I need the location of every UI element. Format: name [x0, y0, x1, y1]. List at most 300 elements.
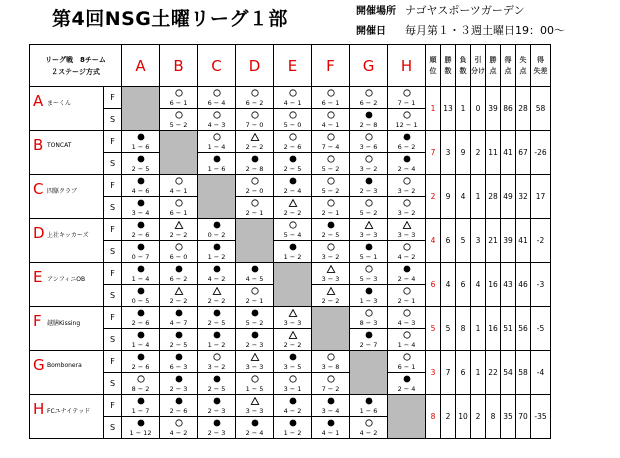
match-result — [122, 241, 160, 263]
match-result — [388, 373, 426, 395]
score-for: 1 — [207, 142, 212, 151]
score-dash: − — [287, 384, 298, 393]
match-symbol — [274, 111, 311, 121]
match-symbol — [198, 155, 235, 165]
team-stat: -2 — [531, 219, 551, 263]
score-dash: − — [363, 164, 374, 173]
score-against: 8 — [259, 164, 264, 173]
match-symbol — [160, 419, 197, 429]
match-result — [388, 87, 426, 109]
win-circle-icon — [288, 111, 298, 119]
match-score — [160, 275, 197, 283]
score-for: 1 — [131, 142, 136, 151]
loss-dot-icon — [174, 265, 184, 273]
match-symbol — [350, 155, 387, 165]
self-match-cell — [236, 219, 274, 263]
match-score — [312, 275, 349, 283]
score-dash: − — [401, 384, 412, 393]
loss-dot-icon — [136, 397, 146, 405]
match-result — [122, 307, 160, 329]
score-against: 2 — [183, 428, 188, 437]
score-dash: − — [249, 142, 260, 151]
match-score — [236, 99, 273, 107]
stage-label: F — [104, 351, 122, 373]
loss-dot-icon — [402, 375, 412, 383]
match-score — [350, 275, 387, 283]
score-against: 5 — [183, 340, 188, 349]
match-score — [236, 209, 273, 217]
match-symbol — [350, 331, 387, 341]
score-dash: − — [401, 186, 412, 195]
score-against: 3 — [183, 362, 188, 371]
match-score — [160, 99, 197, 107]
score-dash: − — [249, 428, 260, 437]
match-symbol — [274, 243, 311, 253]
score-for: 4 — [397, 252, 402, 261]
match-result — [312, 263, 350, 285]
score-for: 4 — [131, 186, 136, 195]
match-score — [198, 385, 235, 393]
draw-triangle-icon — [326, 265, 336, 273]
match-score — [122, 253, 159, 261]
team-stat: 54 — [501, 351, 516, 395]
score-against: 2 — [259, 142, 264, 151]
score-against: 0 — [297, 120, 302, 129]
self-match-cell — [274, 263, 312, 307]
team-stat: 4 — [441, 263, 456, 307]
score-dash: − — [249, 406, 260, 415]
win-circle-icon — [250, 111, 260, 119]
table-row — [30, 219, 551, 241]
match-result — [160, 197, 198, 219]
stat-header-line: 位 — [429, 66, 437, 75]
stage-label: S — [104, 153, 122, 175]
score-dash: − — [287, 120, 298, 129]
score-dash: − — [135, 208, 146, 217]
match-symbol — [236, 287, 273, 297]
match-score — [160, 319, 197, 327]
team-stat: 17 — [531, 175, 551, 219]
score-for: 3 — [359, 164, 364, 173]
match-symbol — [236, 265, 273, 275]
team-rank: 8 — [426, 395, 441, 439]
team-name: 越膳Kissing — [47, 320, 81, 327]
match-symbol — [198, 419, 235, 429]
match-result — [236, 175, 274, 197]
team-name: 四駆クラブ — [47, 188, 78, 195]
team-stat: 28 — [486, 175, 501, 219]
score-for: 0 — [131, 252, 136, 261]
score-dash: − — [173, 252, 184, 261]
score-dash: − — [325, 406, 336, 415]
team-stat: 2 — [471, 131, 486, 175]
team-stat: 8 — [486, 395, 501, 439]
score-dash: − — [211, 252, 222, 261]
match-symbol — [236, 133, 273, 143]
score-against: 2 — [373, 208, 378, 217]
match-result — [122, 219, 160, 241]
score-for: 2 — [169, 340, 174, 349]
score-for: 5 — [359, 208, 364, 217]
win-circle-icon — [402, 287, 412, 295]
score-dash: − — [287, 98, 298, 107]
match-result — [122, 417, 160, 439]
match-score — [350, 253, 387, 261]
match-score — [350, 165, 387, 173]
score-dash: − — [211, 340, 222, 349]
score-against: 5 — [259, 274, 264, 283]
match-symbol — [312, 419, 349, 429]
win-circle-icon — [212, 353, 222, 361]
score-for: 4 — [207, 120, 212, 129]
score-dash: − — [249, 296, 260, 305]
team-stat: 67 — [516, 131, 531, 175]
score-dash: − — [249, 318, 260, 327]
score-dash: − — [287, 142, 298, 151]
match-symbol — [236, 353, 273, 363]
score-for: 3 — [207, 362, 212, 371]
match-result — [236, 87, 274, 109]
score-dash: − — [403, 120, 414, 129]
team-cell-e — [30, 263, 104, 307]
match-score — [388, 253, 425, 261]
match-symbol — [160, 353, 197, 363]
match-score — [388, 209, 425, 217]
match-result — [312, 175, 350, 197]
score-dash: − — [135, 186, 146, 195]
score-for: 3 — [321, 274, 326, 283]
score-dash: − — [173, 230, 184, 239]
match-symbol — [350, 243, 387, 253]
win-circle-icon — [136, 375, 146, 383]
score-for: 2 — [245, 296, 250, 305]
team-stat: 7 — [441, 351, 456, 395]
score-for: 1 — [283, 252, 288, 261]
win-circle-icon — [174, 199, 184, 207]
match-result — [312, 109, 350, 131]
score-for: 2 — [169, 230, 174, 239]
win-circle-icon — [326, 177, 336, 185]
match-symbol — [312, 155, 349, 165]
loss-dot-icon — [136, 309, 146, 317]
score-for: 7 — [397, 98, 402, 107]
match-score — [198, 165, 235, 173]
match-result — [312, 131, 350, 153]
table-row — [30, 131, 551, 153]
score-against: 3 — [373, 274, 378, 283]
draw-triangle-icon — [250, 353, 260, 361]
win-circle-icon — [402, 111, 412, 119]
match-score — [312, 429, 349, 437]
team-stat: 6 — [441, 219, 456, 263]
score-dash: − — [325, 142, 336, 151]
score-against: 7 — [145, 252, 150, 261]
match-result — [122, 153, 160, 175]
win-circle-icon — [364, 89, 374, 97]
score-against: 1 — [297, 98, 302, 107]
score-against: 1 — [335, 98, 340, 107]
loss-dot-icon — [136, 287, 146, 295]
score-for: 5 — [283, 120, 288, 129]
win-circle-icon — [250, 199, 260, 207]
match-result — [198, 285, 236, 307]
match-score — [160, 231, 197, 239]
match-symbol — [274, 353, 311, 363]
match-score — [160, 209, 197, 217]
score-against: 2 — [411, 208, 416, 217]
score-dash: − — [287, 406, 298, 415]
score-dash: − — [173, 362, 184, 371]
stage-label: F — [104, 175, 122, 197]
team-stat: 56 — [516, 307, 531, 351]
score-dash: − — [249, 274, 260, 283]
score-against: 5 — [221, 384, 226, 393]
stat-header — [426, 45, 441, 87]
win-circle-icon — [174, 243, 184, 251]
team-stat: -26 — [531, 131, 551, 175]
match-score — [198, 297, 235, 305]
match-score — [388, 385, 425, 393]
match-symbol — [350, 287, 387, 297]
score-for: 7 — [321, 384, 326, 393]
column-header-h: H — [388, 45, 426, 87]
score-dash: − — [325, 428, 336, 437]
score-against: 2 — [259, 318, 264, 327]
match-result — [274, 307, 312, 329]
match-symbol — [198, 243, 235, 253]
match-result — [236, 285, 274, 307]
team-stat: 41 — [516, 219, 531, 263]
score-against: 3 — [221, 120, 226, 129]
team-letter: F — [33, 312, 42, 330]
match-symbol — [274, 331, 311, 341]
score-for: 2 — [245, 186, 250, 195]
win-circle-icon — [174, 89, 184, 97]
score-for: 0 — [207, 230, 212, 239]
score-against: 3 — [411, 318, 416, 327]
score-dash: − — [135, 406, 146, 415]
match-result — [198, 329, 236, 351]
self-match-cell — [122, 87, 160, 131]
score-against: 3 — [373, 186, 378, 195]
match-score — [160, 121, 197, 129]
score-against: 2 — [297, 406, 302, 415]
match-symbol — [122, 265, 159, 275]
score-dash: − — [287, 186, 298, 195]
score-for: 4 — [397, 318, 402, 327]
stage-label: F — [104, 87, 122, 109]
match-score — [122, 187, 159, 195]
stage-label: F — [104, 219, 122, 241]
match-score — [122, 363, 159, 371]
match-symbol — [350, 265, 387, 275]
match-symbol — [388, 111, 425, 121]
match-result — [236, 197, 274, 219]
stat-header-line: 順 — [429, 55, 437, 64]
match-symbol — [236, 155, 273, 165]
stat-header-line: 得 — [504, 55, 512, 64]
score-against: 1 — [183, 208, 188, 217]
score-dash: − — [363, 428, 374, 437]
match-symbol — [160, 397, 197, 407]
score-for: 2 — [207, 296, 212, 305]
score-for: 7 — [245, 120, 250, 129]
match-score — [312, 297, 349, 305]
match-result — [350, 219, 388, 241]
score-dash: − — [135, 142, 146, 151]
match-score — [312, 143, 349, 151]
score-against: 5 — [259, 384, 264, 393]
loss-dot-icon — [136, 221, 146, 229]
page-title: 第4回NSG土曜リーグ１部 — [52, 8, 288, 30]
table-row — [30, 351, 551, 373]
score-dash: − — [363, 252, 374, 261]
score-for: 6 — [169, 274, 174, 283]
score-dash: − — [401, 340, 412, 349]
match-symbol — [312, 89, 349, 99]
team-name: 上社キッカーズ — [47, 232, 89, 239]
score-dash: − — [211, 98, 222, 107]
match-result — [160, 285, 198, 307]
team-stat: 39 — [501, 219, 516, 263]
match-symbol — [274, 199, 311, 209]
table-row — [30, 263, 551, 285]
match-result — [388, 285, 426, 307]
score-against: 5 — [145, 296, 150, 305]
score-dash: − — [401, 164, 412, 173]
match-result — [236, 131, 274, 153]
match-symbol — [122, 287, 159, 297]
score-for: 4 — [283, 406, 288, 415]
loss-dot-icon — [174, 331, 184, 339]
score-against: 6 — [221, 164, 226, 173]
loss-dot-icon — [136, 155, 146, 163]
match-symbol — [388, 331, 425, 341]
score-for: 6 — [397, 142, 402, 151]
score-for: 2 — [245, 340, 250, 349]
score-for: 3 — [397, 230, 402, 239]
score-against: 3 — [221, 428, 226, 437]
match-score — [350, 297, 387, 305]
loss-dot-icon — [364, 397, 374, 405]
stat-header — [516, 45, 531, 87]
self-match-cell — [350, 351, 388, 395]
score-against: 2 — [335, 252, 340, 261]
stat-header — [441, 45, 456, 87]
match-score — [350, 187, 387, 195]
score-dash: − — [363, 296, 374, 305]
stat-header-line: 勝 — [489, 55, 497, 64]
stat-header — [531, 45, 551, 87]
team-stat: 41 — [501, 131, 516, 175]
score-against: 2 — [373, 98, 378, 107]
loss-dot-icon — [136, 199, 146, 207]
match-symbol — [122, 353, 159, 363]
match-result — [312, 417, 350, 439]
score-for: 1 — [131, 406, 136, 415]
match-score — [122, 209, 159, 217]
loss-dot-icon — [212, 221, 222, 229]
team-stat: 32 — [516, 175, 531, 219]
match-symbol — [236, 331, 273, 341]
loss-dot-icon — [364, 177, 374, 185]
score-for: 1 — [359, 296, 364, 305]
win-circle-icon — [250, 287, 260, 295]
score-against: 2 — [297, 340, 302, 349]
score-against: 1 — [413, 120, 418, 129]
match-symbol — [350, 397, 387, 407]
score-against: 1 — [335, 428, 340, 437]
score-for: 6 — [169, 362, 174, 371]
match-score — [122, 385, 159, 393]
score-for: 1 — [207, 252, 212, 261]
match-score — [388, 143, 425, 151]
win-circle-icon — [364, 155, 374, 163]
match-score — [312, 209, 349, 217]
match-result — [160, 263, 198, 285]
score-dash: − — [363, 230, 374, 239]
match-result — [236, 417, 274, 439]
match-result — [198, 109, 236, 131]
score-for: 5 — [283, 230, 288, 239]
score-for: 4 — [321, 428, 326, 437]
score-for: 4 — [169, 428, 174, 437]
match-score — [274, 319, 311, 327]
score-for: 2 — [321, 296, 326, 305]
match-result — [236, 373, 274, 395]
score-for: 1 — [129, 428, 134, 437]
win-circle-icon — [250, 375, 260, 383]
score-for: 3 — [359, 142, 364, 151]
team-cell-f — [30, 307, 104, 351]
win-circle-icon — [212, 111, 222, 119]
self-match-cell — [312, 307, 350, 351]
match-result — [160, 87, 198, 109]
score-against: 4 — [411, 274, 416, 283]
league-table — [29, 44, 551, 439]
loss-dot-icon — [212, 331, 222, 339]
score-dash: − — [211, 406, 222, 415]
loss-dot-icon — [212, 243, 222, 251]
win-circle-icon — [402, 353, 412, 361]
score-dash: − — [401, 274, 412, 283]
match-symbol — [312, 375, 349, 385]
score-against: 6 — [145, 362, 150, 371]
score-for: 2 — [207, 318, 212, 327]
match-score — [160, 341, 197, 349]
match-score — [160, 297, 197, 305]
match-symbol — [160, 265, 197, 275]
win-circle-icon — [326, 353, 336, 361]
score-against: 2 — [221, 252, 226, 261]
match-result — [274, 329, 312, 351]
score-for: 3 — [283, 318, 288, 327]
stage-label: F — [104, 263, 122, 285]
corner-line-1: リーグ戦 8チーム — [45, 55, 106, 64]
corner-line-2: ２ステージ方式 — [51, 67, 100, 76]
score-against: 5 — [297, 362, 302, 371]
score-dash: − — [211, 230, 222, 239]
score-for: 2 — [359, 120, 364, 129]
team-rank: 5 — [426, 307, 441, 351]
match-symbol — [388, 155, 425, 165]
score-against: 5 — [221, 318, 226, 327]
score-for: 8 — [359, 318, 364, 327]
win-circle-icon — [402, 89, 412, 97]
stage-label: S — [104, 417, 122, 439]
loss-dot-icon — [288, 397, 298, 405]
score-for: 8 — [131, 384, 136, 393]
